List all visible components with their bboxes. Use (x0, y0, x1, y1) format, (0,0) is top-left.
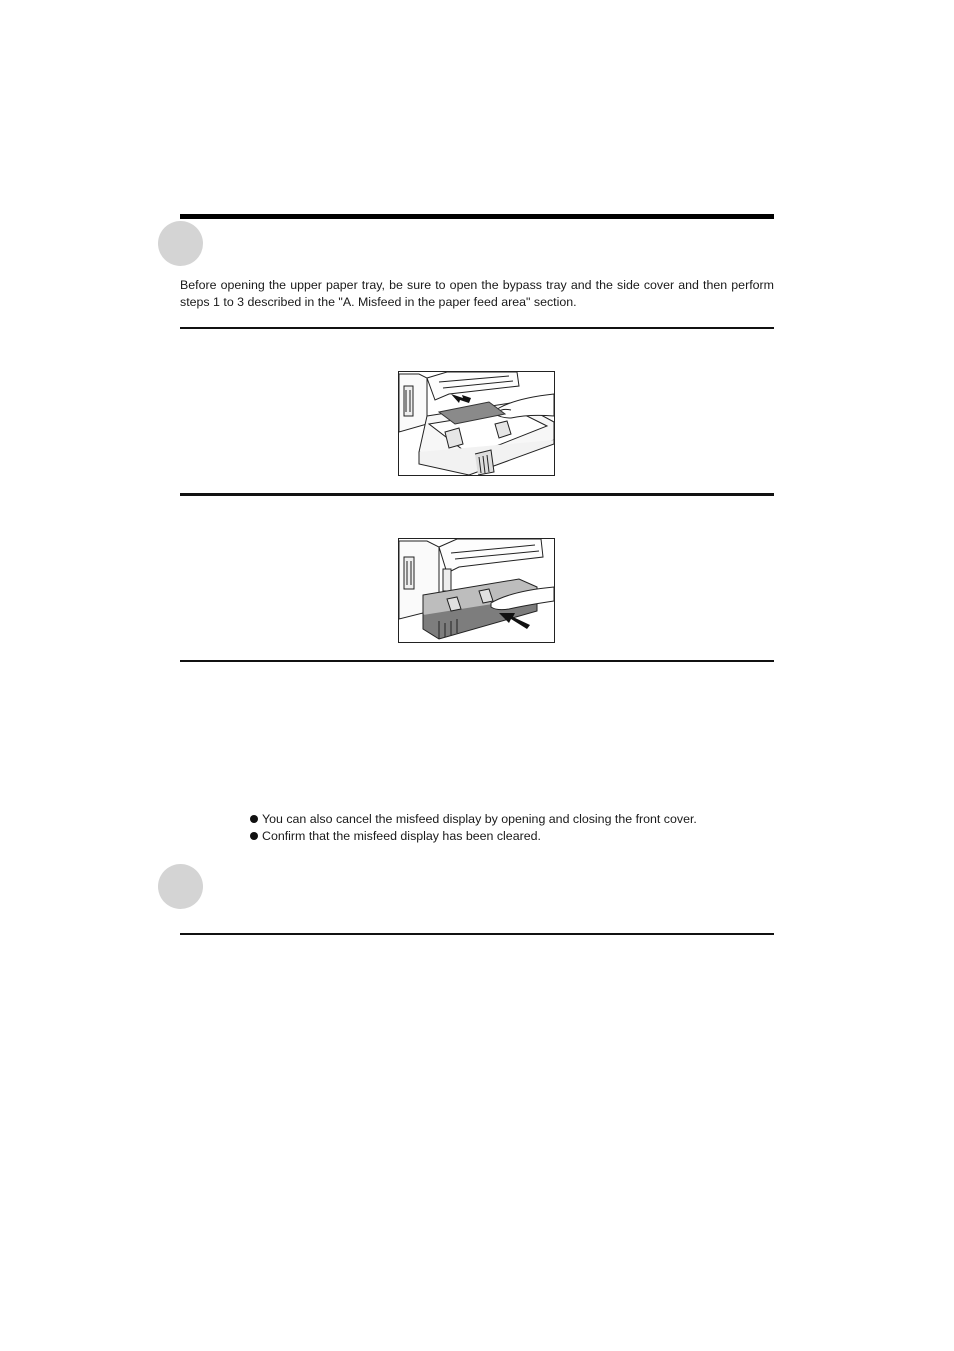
intro-paragraph: Before opening the upper paper tray, be sure to open the bypass tray and the side cover and then perform steps 1 to 3 described in the "A. Misfeed in the paper feed area" section. (180, 278, 774, 309)
tray-open-drawing (399, 372, 554, 475)
notes-list (250, 811, 770, 845)
bullet-icon (250, 832, 258, 840)
note-item: Confirm that the misfeed display has been cleared. (250, 828, 770, 845)
section-marker-circle (158, 221, 203, 266)
next-section-marker-circle (158, 864, 203, 909)
note-item: You can also cancel the misfeed display by opening and closing the front cover. (250, 811, 770, 828)
tray-close-drawing (399, 539, 554, 642)
next-section-rule (180, 933, 774, 935)
section-top-rule (180, 214, 774, 219)
close-paper-tray-illustration (398, 538, 555, 643)
step-2-rule (180, 493, 774, 496)
step-3-rule (180, 660, 774, 662)
step-1-rule (180, 327, 774, 329)
bullet-icon (250, 815, 258, 823)
remove-misfed-paper-illustration (398, 371, 555, 476)
